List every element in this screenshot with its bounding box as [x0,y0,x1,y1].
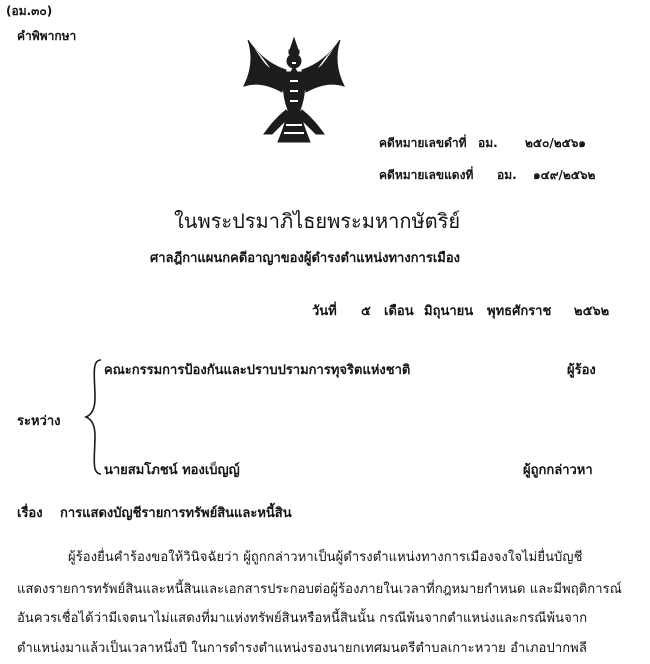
body-line: แสดงรายการทรัพย์สินและหนี้สินและเอกสารประกอบต่อผู้ร้องภายในเวลาที่กฎหมายกำหนด และมีพฤติการณ์ [17,582,622,597]
black-case-prefix: อม. [478,136,498,150]
defendant-name: นายสมโภชน์ ทองเบ็ญญ์ [104,463,240,478]
date-year-label: พุทธศักราช [487,304,552,319]
royal-title: ในพระปรมาภิไธยพระมหากษัตริย์ [174,209,461,233]
plaintiff-role: ผู้ร้อง [567,363,596,378]
red-case-prefix: อม. [497,168,517,182]
garuda-emblem [238,34,350,146]
garuda-emblem-icon [238,34,350,146]
form-code: (อม.๓๐) [6,4,53,18]
document-type: คำพิพากษา [17,29,77,43]
date-day-label: วันที่ [312,304,337,319]
body-line: ผู้ร้องยื่นคำร้องขอให้วินิจฉัยว่า ผู้ถูกกล่าวหาเป็นผู้ดำรงตำแหน่งทางการเมืองจงใจไม่ยื่นบัญชี [68,550,583,565]
red-case-label: คดีหมายเลขแดงที่ [379,168,474,182]
date-year: ๒๕๖๒ [574,304,610,319]
black-case-label: คดีหมายเลขดำที่ [379,136,467,150]
brace-icon [83,358,105,476]
black-case-number: ๒๕๐/๒๕๖๑ [525,136,586,150]
between-label: ระหว่าง [17,414,61,429]
red-case-number: ๑๔๙/๒๕๖๒ [533,168,596,182]
body-line: อันควรเชื่อได้ว่ามีเจตนาไม่แสดงที่มาแห่งทรัพย์สินหรือหนี้สินนั้น กรณีพ้นจากตำแหน่งและกรณีพ้นจาก [17,611,588,626]
body-line: ตำแหน่งมาแล้วเป็นเวลาหนึ่งปี ในการดำรงตำแหน่งรองนายกเทศมนตรีตำบลเกาะหวาย อำเภอปากพลี [17,641,587,656]
date-month-label: เดือน [384,304,414,319]
date-day: ๕ [361,304,371,319]
date-month: มิถุนายน [424,304,474,319]
court-name: ศาลฎีกาแผนกคดีอาญาของผู้ดำรงตำแหน่งทางการเมือง [150,251,460,266]
subject-label: เรื่อง [17,506,43,521]
plaintiff-name: คณะกรรมการป้องกันและปราบปรามการทุจริตแห่งชาติ [104,363,411,378]
defendant-role: ผู้ถูกกล่าวหา [523,463,593,478]
subject-text: การแสดงบัญชีรายการทรัพย์สินและหนี้สิน [60,506,292,521]
